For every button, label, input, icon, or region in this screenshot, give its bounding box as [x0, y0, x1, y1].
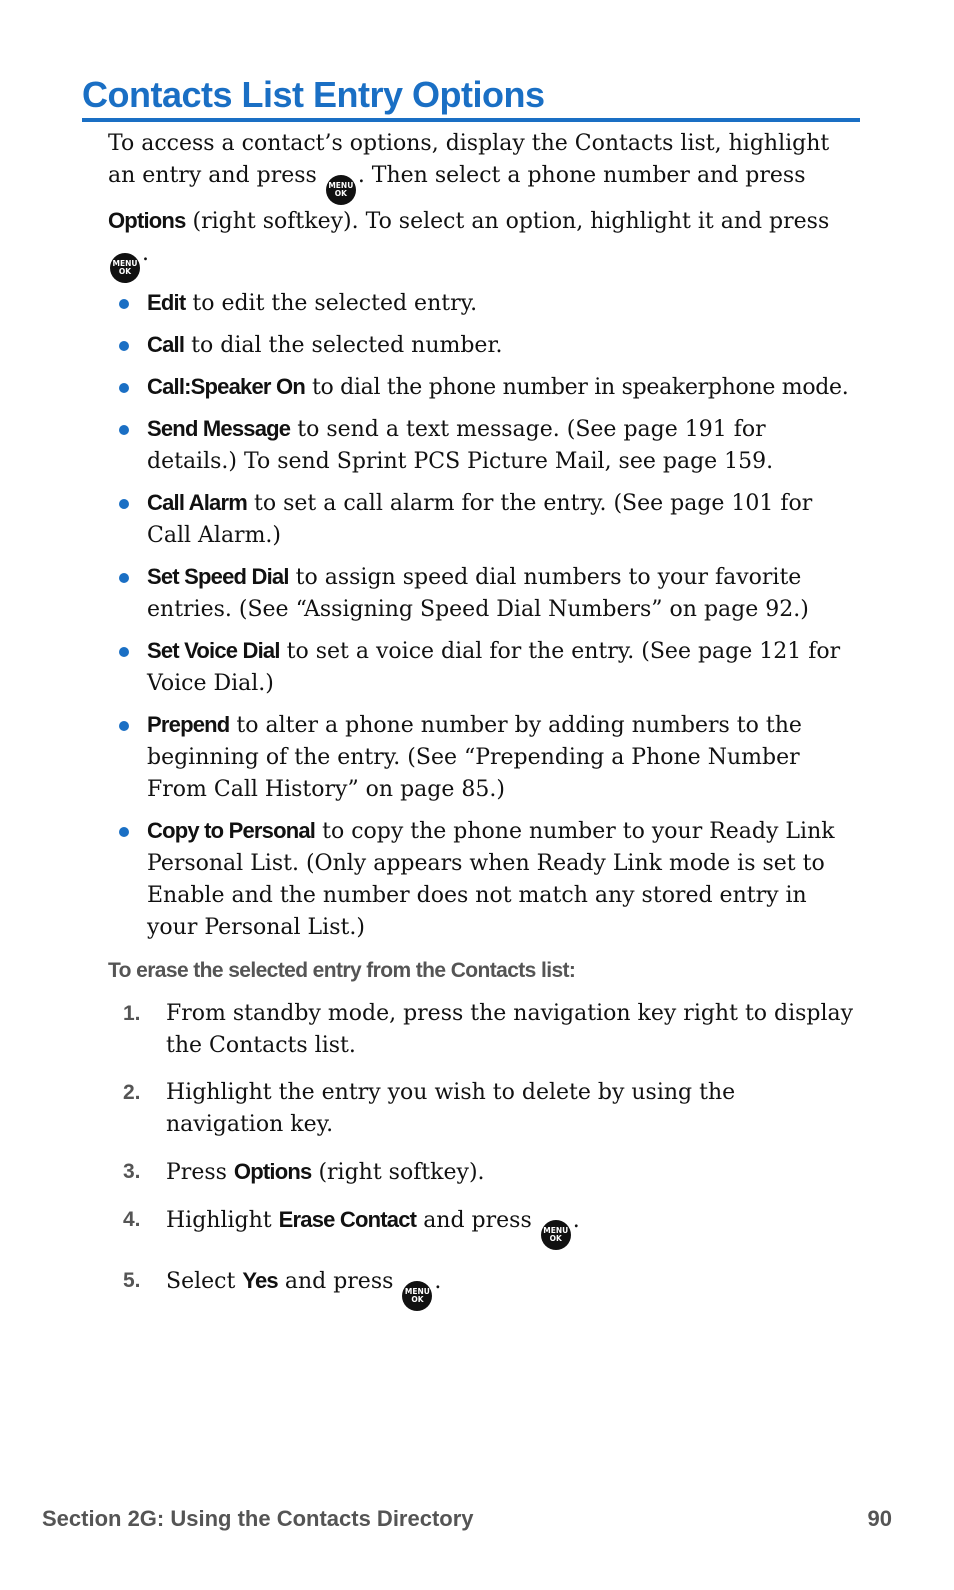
option-desc: to copy the phone number to your Ready Link Personal List. (Only appears when Ready Link mode is set to Enable and the number does not match any stored entry in your Personal List.) [147, 819, 835, 940]
menu-ok-key-icon: MENU OK [326, 175, 356, 205]
option-desc: to alter a phone number by adding numbers to the beginning of the entry. (See “Prepending a Phone Number From Call History” on page 85.) [147, 713, 802, 802]
step-pre: Highlight [166, 1208, 272, 1233]
erase-steps-list [108, 998, 856, 1311]
bullet-icon [119, 499, 129, 509]
option-desc: to set a call alarm for the entry. (See page 101 for Call Alarm.) [147, 491, 813, 548]
intro-paragraph [108, 128, 856, 283]
step-pre: Select [166, 1269, 236, 1294]
page-content [108, 128, 856, 1326]
option-item-set-speed-dial [108, 561, 856, 626]
step-term: Yes [242, 1268, 278, 1293]
step-term: Options [233, 1159, 312, 1184]
step-number: 2. [123, 1081, 141, 1104]
step-post: and press [423, 1208, 532, 1233]
step-number: 4. [123, 1208, 141, 1231]
intro-text-4: . [142, 241, 149, 266]
option-desc: to assign speed dial numbers to your favorite entries. (See “Assigning Speed Dial Numbers” on page 92.) [147, 565, 809, 622]
options-list [108, 287, 856, 944]
option-term: Send Message [147, 416, 291, 441]
option-item-call-speaker [108, 371, 856, 404]
option-term: Prepend [147, 712, 230, 737]
intro-text-1: To access a contact’s options, display the Contacts list, highlight an entry and press [108, 131, 830, 188]
option-term: Edit [147, 290, 186, 315]
option-item-edit [108, 287, 856, 320]
page-footer [42, 1504, 892, 1534]
option-item-copy-to-personal [108, 815, 856, 944]
step-item [108, 1204, 856, 1250]
bullet-icon [119, 827, 129, 837]
step-text: Highlight the entry you wish to delete by using the navigation key. [166, 1080, 736, 1137]
step-post: and press [284, 1269, 394, 1294]
page-number: 90 [867, 1506, 892, 1531]
option-item-send-message [108, 413, 856, 478]
bullet-icon [119, 425, 129, 435]
menu-ok-key-icon: MENU OK [110, 253, 140, 283]
footer-section-title: Section 2G: Using the Contacts Directory [42, 1506, 474, 1531]
menu-ok-key-icon: MENU OK [541, 1220, 571, 1250]
option-desc: to send a text message. (See page 191 for details.) To send Sprint PCS Picture Mail, see page 159. [147, 417, 774, 474]
intro-text-3: (right softkey). To select an option, highlight it and press [192, 209, 830, 234]
option-term: Call:Speaker On [147, 374, 305, 399]
option-item-set-voice-dial [108, 635, 856, 700]
intro-options-term: Options [108, 208, 186, 233]
step-text: From standby mode, press the navigation key right to display the Contacts list. [166, 1001, 854, 1058]
erase-heading: To erase the selected entry from the Contacts list: [108, 959, 576, 982]
step-end: . [572, 1208, 580, 1233]
step-item [108, 1156, 856, 1189]
step-item [108, 1077, 856, 1141]
step-number: 1. [123, 1002, 141, 1025]
option-desc: to dial the phone number in speakerphone mode. [311, 375, 849, 400]
bullet-icon [119, 573, 129, 583]
option-desc: to set a voice dial for the entry. (See page 121 for Voice Dial.) [147, 639, 841, 696]
step-term: Erase Contact [278, 1207, 417, 1232]
title-rule [82, 118, 860, 122]
step-pre: Press [166, 1160, 227, 1185]
option-item-call [108, 329, 856, 362]
step-item [108, 1265, 856, 1311]
option-term: Set Speed Dial [147, 564, 289, 589]
option-item-prepend [108, 709, 856, 806]
step-post: (right softkey). [318, 1160, 485, 1185]
option-term: Copy to Personal [147, 818, 316, 843]
intro-text-2: . Then select a phone number and press [357, 163, 806, 188]
step-number: 3. [123, 1160, 141, 1183]
menu-ok-key-icon: MENU OK [402, 1281, 432, 1311]
bullet-icon [119, 341, 129, 351]
bullet-icon [119, 383, 129, 393]
option-term: Set Voice Dial [147, 638, 280, 663]
bullet-icon [119, 721, 129, 731]
bullet-icon [119, 299, 129, 309]
option-term: Call [147, 332, 185, 357]
option-desc: to edit the selected entry. [192, 291, 478, 316]
option-term: Call Alarm [147, 490, 248, 515]
step-item [108, 998, 856, 1062]
step-end: . [434, 1269, 442, 1294]
step-number: 5. [123, 1269, 141, 1292]
option-desc: to dial the selected number. [191, 333, 503, 358]
bullet-icon [119, 647, 129, 657]
page-title: Contacts List Entry Options [82, 74, 545, 115]
option-item-call-alarm [108, 487, 856, 552]
